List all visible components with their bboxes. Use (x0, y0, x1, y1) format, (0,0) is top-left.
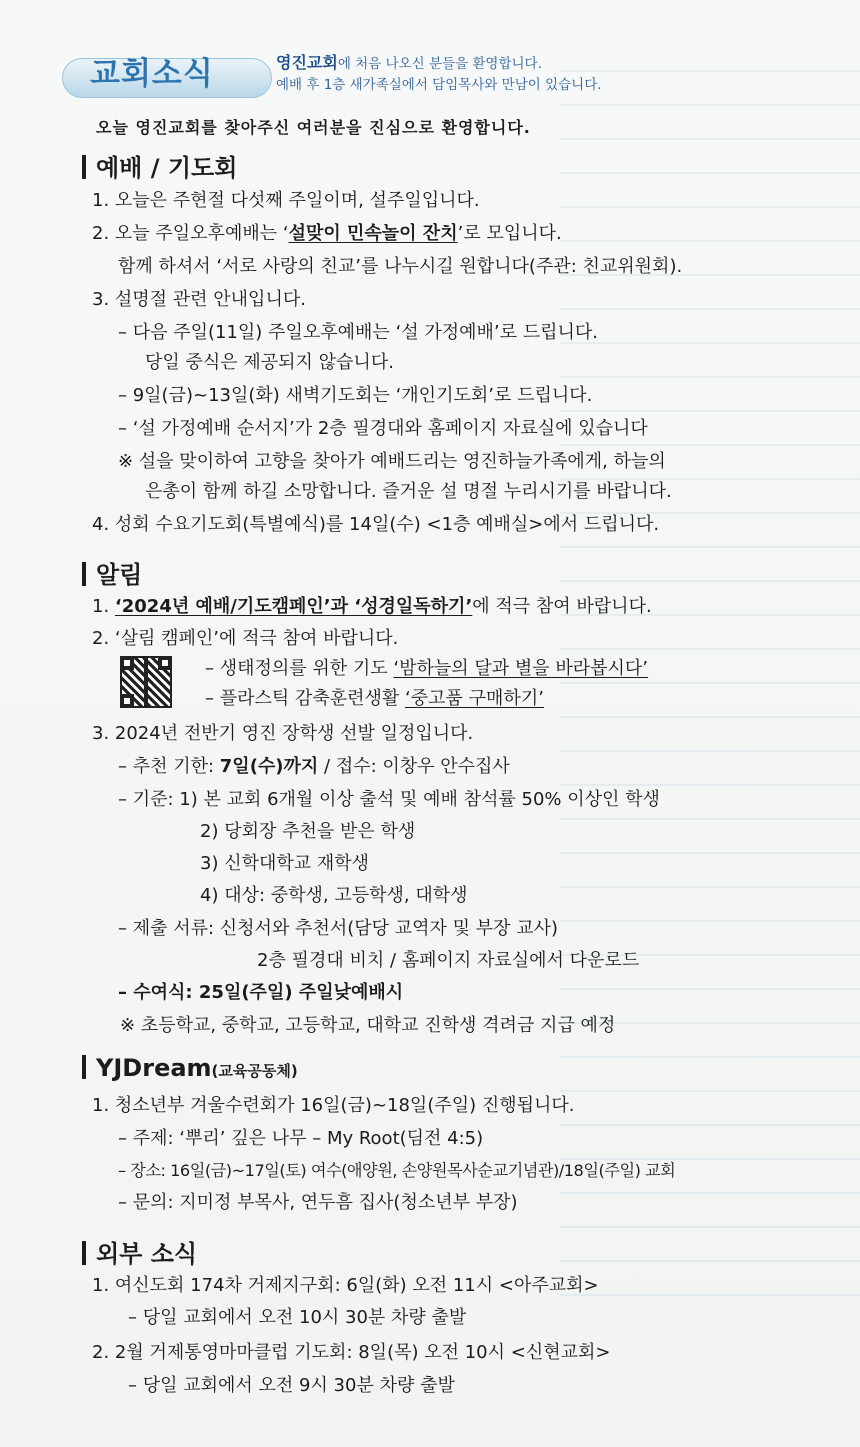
outside-line-3: 2. 2월 거제통영마마클럽 기도회: 8일(목) 오전 10시 <신현교회> (92, 1342, 611, 1363)
notice-line-4 (205, 686, 544, 712)
title-bar (82, 1055, 86, 1079)
notice-line-3 (205, 656, 648, 682)
notice-line-1 (92, 594, 652, 620)
welcome-message (276, 52, 602, 96)
text: 1. (92, 596, 115, 617)
outside-line-4: – 당일 교회에서 오전 9시 30분 차량 출발 (128, 1375, 455, 1396)
notice-line-2: 2. ‘살림 캠페인’에 적극 참여 바랍니다. (92, 628, 399, 649)
section-title-notice (82, 555, 142, 590)
yjdream-line-1: 1. 청소년부 겨울수련회가 16일(금)~18일(주일) 진행됩니다. (92, 1095, 575, 1116)
text: 에 적극 참여 바랍니다. (472, 596, 652, 617)
event-name: 설맞이 민속놀이 잔치 (288, 223, 458, 244)
section-title-outside (82, 1234, 197, 1269)
worship-line-11: 4. 성회 수요기도회(특별예식)를 14일(수) <1층 예배실>에서 드립니다. (92, 514, 660, 535)
worship-line-10: 은총이 함께 하길 소망합니다. 즐거운 설 명절 누리시기를 바랍니다. (145, 481, 672, 502)
notice-line-5: 3. 2024년 전반기 영진 장학생 선발 일정입니다. (92, 723, 474, 744)
qr-finder (158, 656, 172, 670)
worship-line-7: – 9일(금)~13일(화) 새벽기도회는 ‘개인기도회’로 드립니다. (118, 385, 593, 406)
yjdream-line-3: – 장소: 16일(금)~17일(토) 여수(애양원, 손양원목사순교기념관)/18일(주일) 교회 (118, 1161, 676, 1180)
section-title-worship (82, 148, 237, 183)
notice-line-8: 2) 당회장 추천을 받은 학생 (200, 821, 416, 842)
worship-line-8: – ‘설 가정예배 순서지’가 2층 필경대와 홈페이지 자료실에 있습니다 (118, 418, 648, 439)
welcome-text: 에 처음 나오신 분들을 환영합니다. (337, 56, 542, 72)
section-title-text: 외부 소식 (96, 1240, 198, 1268)
campaign-name: ‘2024년 예배/기도캠페인’과 ‘성경일독하기’ (114, 596, 473, 617)
intro-text: 오늘 영진교회를 찾아주신 여러분을 진심으로 환영합니다. (96, 118, 531, 137)
church-name: 영진교회 (276, 53, 338, 72)
worship-line-1: 1. 오늘은 주현절 다섯째 주일이며, 설주일입니다. (92, 190, 480, 211)
title-bar (82, 155, 86, 179)
notice-line-12: 2층 필경대 비치 / 홈페이지 자료실에서 다운로드 (257, 950, 640, 971)
notice-line-7: – 기준: 1) 본 교회 6개월 이상 출석 및 예배 참석률 50% 이상인 학생 (118, 789, 660, 810)
qr-code[interactable] (120, 656, 172, 708)
text: ’로 모입니다. (457, 223, 562, 244)
worship-line-5: – 다음 주일(11일) 주일오후예배는 ‘설 가정예배’로 드립니다. (118, 322, 598, 343)
worship-line-3: 함께 하셔서 ‘서로 사랑의 친교’를 나누시길 원합니다(주관: 친교위원회). (118, 256, 683, 277)
badge-title: 교회소식 (90, 56, 214, 92)
notice-line-13: – 수여식: 25일(주일) 주일낮예배시 (118, 982, 404, 1003)
notice-line-14: ※ 초등학교, 중학교, 고등학교, 대학교 진학생 격려금 지급 예정 (120, 1015, 616, 1036)
yjdream-line-2: – 주제: ‘뿌리’ 깊은 나무 – My Root(딤전 4:5) (118, 1128, 484, 1149)
text: – 생태정의를 위한 기도 (205, 658, 394, 679)
title-bar (82, 1241, 86, 1265)
header (62, 46, 842, 106)
section-subtitle: (교육공동체) (211, 1062, 298, 1080)
welcome-line-2: 예배 후 1층 새가족실에서 담임목사와 만남이 있습니다. (276, 77, 602, 93)
worship-line-4: 3. 설명절 관련 안내입니다. (92, 289, 306, 310)
text: 2. 오늘 주일오후예배는 ‘ (92, 223, 289, 244)
worship-line-6: 당일 중식은 제공되지 않습니다. (145, 352, 394, 373)
campaign-item: ‘밤하늘의 달과 별을 바라봅시다’ (393, 658, 649, 679)
outside-line-1: 1. 여신도회 174차 거제지구회: 6일(화) 오전 11시 <아주교회> (92, 1275, 599, 1296)
notice-line-10: 4) 대상: 중학생, 고등학생, 대학생 (200, 885, 468, 906)
qr-finder (120, 656, 134, 670)
notice-line-11: – 제출 서류: 신청서와 추천서(담당 교역자 및 부장 교사) (118, 918, 559, 939)
campaign-item: ‘중고품 구매하기’ (405, 688, 544, 709)
outside-line-2: – 당일 교회에서 오전 10시 30분 차량 출발 (128, 1307, 467, 1328)
section-title-text: YJDream (96, 1054, 212, 1082)
notice-line-9: 3) 신학대학교 재학생 (200, 853, 370, 874)
text: – 플라스틱 감축훈련생활 (205, 688, 406, 709)
deadline: 7일(수)까지 (219, 756, 319, 777)
worship-line-2 (92, 221, 562, 247)
title-bar (82, 562, 86, 586)
text: – 추천 기한: (118, 756, 220, 777)
worship-line-9: ※ 설을 맞이하여 고향을 찾아가 예배드리는 영진하늘가족에게, 하늘의 (118, 451, 666, 472)
qr-finder (120, 694, 134, 708)
section-title-text: 예배 / 기도회 (96, 154, 238, 182)
section-title-yjdream (82, 1054, 298, 1082)
notice-line-6 (118, 754, 510, 780)
yjdream-line-4: – 문의: 지미정 부목사, 연두흠 집사(청소년부 부장) (118, 1192, 518, 1213)
section-title-text: 알림 (96, 561, 143, 589)
text: / 접수: 이창우 안수집사 (318, 756, 510, 777)
